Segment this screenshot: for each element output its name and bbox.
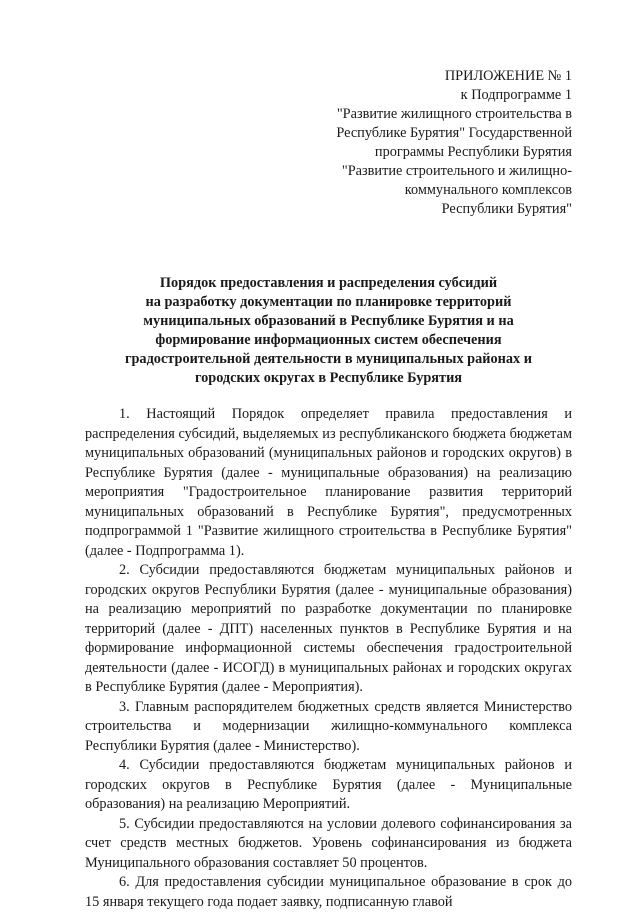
paragraph-2: 2. Субсидии предоставляются бюджетам муниципальных районов и городских округов Республики Бурятия (далее - муниципальные образования) на реализацию мероприятий по разработке документации по планировке территорий (далее - ДПТ) населенных пунктов в Республике Бурятия и на формирование информационной системы обеспечения градостроительной деятельности (далее - ИСОГД) в муниципальных районах и городских округах в Республике Бурятия (далее - Мероприятия). bbox=[85, 562, 572, 695]
title-line: Порядок предоставления и распределения субсидий bbox=[159, 275, 498, 291]
document-title bbox=[85, 274, 572, 388]
title-line: формирование информационных систем обеспечения bbox=[155, 332, 502, 348]
title-line: градостроительной деятельности в муниципальных районах и bbox=[124, 351, 532, 367]
paragraph-3: 3. Главным распорядителем бюджетных средств является Министерство строительства и модернизации жилищно-коммунального комплекса Республики Бурятия (далее - Министерство). bbox=[85, 698, 572, 754]
appendix-line: к Подпрограмме 1 bbox=[460, 87, 572, 103]
paragraph-4: 4. Субсидии предоставляются бюджетам муниципальных районов и городских округов в Республике Бурятия (далее - Муниципальные образования) на реализацию Мероприятий. bbox=[85, 757, 572, 812]
title-line: на разработку документации по планировке территорий bbox=[145, 294, 512, 310]
appendix-line: Республике Бурятия" Государственной bbox=[336, 125, 572, 141]
document-body bbox=[85, 405, 572, 912]
paragraph-6: 6. Для предоставления субсидии муниципальное образование в срок до 15 января текущего года подает заявку, подписанную главой bbox=[85, 874, 572, 910]
appendix-line: программы Республики Бурятия bbox=[374, 144, 572, 160]
appendix-header bbox=[315, 67, 572, 219]
paragraph-5: 5. Субсидии предоставляются на условии долевого софинансирования за счет средств местных бюджетов. Уровень софинансирования из бюджета Муниципального образования составляет 50 процентов. bbox=[85, 815, 572, 871]
appendix-line: коммунального комплексов bbox=[404, 182, 572, 198]
appendix-line: "Развитие строительного и жилищно- bbox=[341, 163, 572, 179]
title-line: городских округах в Республике Бурятия bbox=[194, 370, 463, 386]
appendix-line: "Развитие жилищного строительства в bbox=[336, 106, 572, 122]
title-line: муниципальных образований в Республике Бурятия и на bbox=[143, 313, 514, 329]
appendix-line: Республики Бурятия" bbox=[441, 201, 572, 217]
appendix-line: ПРИЛОЖЕНИЕ № 1 bbox=[444, 68, 572, 84]
paragraph-1: 1. Настоящий Порядок определяет правила предоставления и распределения субсидий, выделяемых из республиканского бюджета бюджетам муниципальных образований (муниципальных районов и городских округов) в Республике Бурятия (далее - муниципальные образования) на реализацию мероприятия "Градостроительное планирование развития территорий муниципальных образований в Республике Бурятия", предусмотренных подпрограммой 1 "Развитие жилищного строительства в Республике Бурятия" (далее - Подпрограмма 1). bbox=[85, 406, 572, 559]
